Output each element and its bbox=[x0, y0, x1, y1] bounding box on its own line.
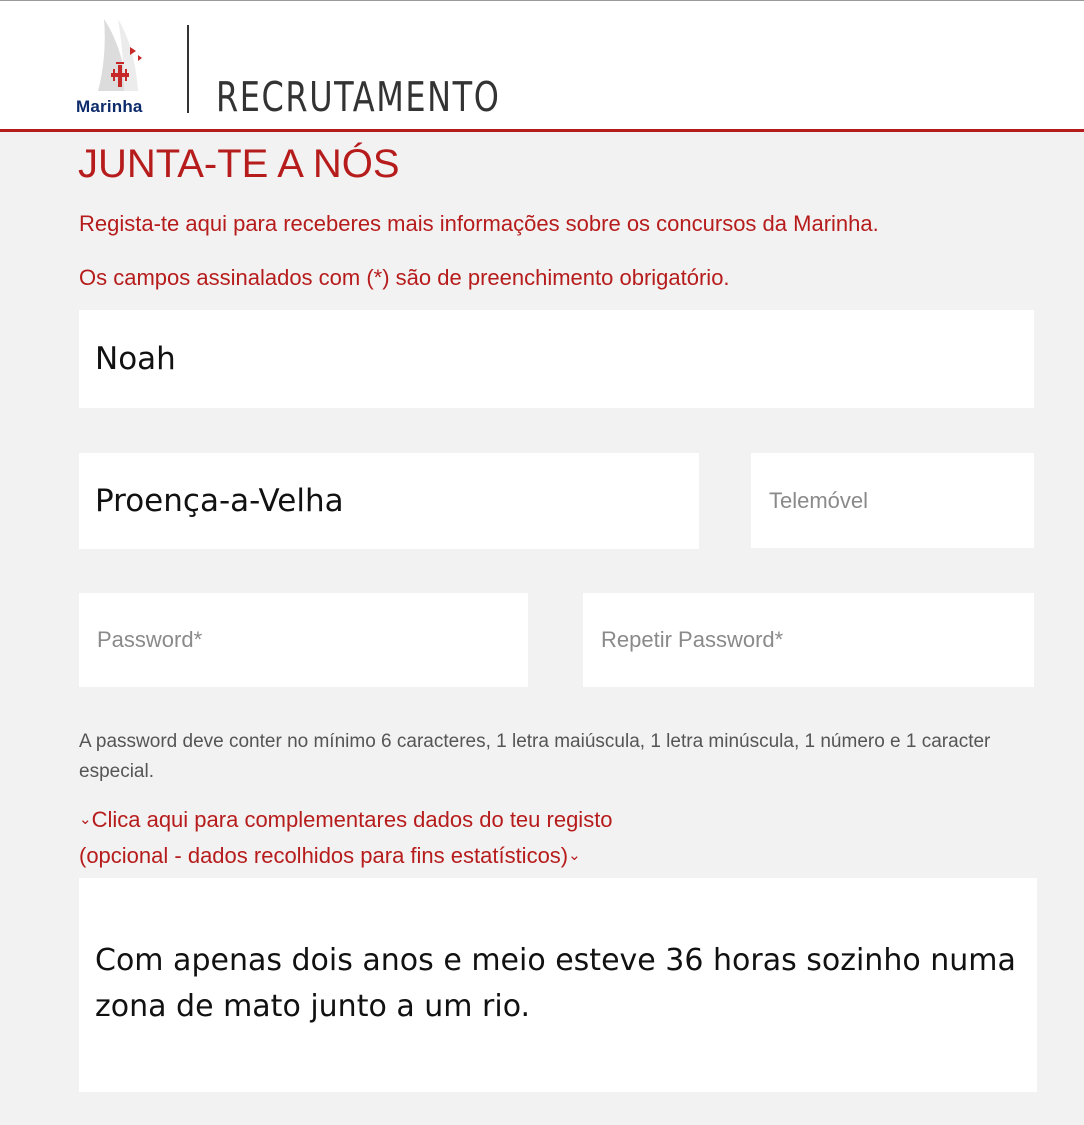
intro-text: Regista-te aqui para receberes mais informações sobre os concursos da Marinha. bbox=[79, 211, 879, 236]
required-fields-note: Os campos assinalados com (*) são de preenchimento obrigatório. bbox=[79, 265, 730, 290]
password-requirements-hint: A password deve conter no mínimo 6 caracteres, 1 letra maiúscula, 1 letra minúscula, 1 número e 1 caracter especial. bbox=[79, 731, 991, 782]
sail-logo-icon bbox=[94, 17, 150, 97]
logo-text: Marinha bbox=[76, 97, 143, 116]
page-title: JUNTA-TE A NÓS bbox=[78, 142, 400, 186]
message-textarea[interactable] bbox=[79, 878, 1037, 1092]
repeat-password-field-placeholder: Repetir Password* bbox=[601, 627, 784, 652]
optional-toggle-text-2: (opcional - dados recolhidos para fins estatísticos) bbox=[79, 843, 569, 868]
optional-toggle-text-1: Clica aqui para complementares dados do teu registo bbox=[91, 807, 613, 832]
name-field-value: Noah bbox=[95, 341, 176, 377]
phone-field[interactable] bbox=[751, 453, 1034, 548]
location-field[interactable] bbox=[79, 453, 699, 549]
location-field-value: Proença-a-Velha bbox=[95, 483, 344, 519]
optional-data-toggle[interactable] bbox=[79, 802, 1019, 874]
message-textarea-value: Com apenas dois anos e meio esteve 36 horas sozinho numa zona de mato junto a um rio. bbox=[95, 943, 1016, 1024]
optional-toggle-line-2 bbox=[79, 838, 1019, 874]
chevron-down-icon: ⌄ bbox=[79, 811, 92, 828]
name-field[interactable] bbox=[79, 310, 1034, 408]
site-header bbox=[0, 0, 1084, 129]
header-accent-rule bbox=[0, 129, 1084, 132]
password-field[interactable] bbox=[79, 593, 528, 687]
marinha-logo[interactable] bbox=[76, 17, 168, 117]
password-field-placeholder: Password* bbox=[97, 627, 203, 652]
optional-toggle-line-1 bbox=[79, 802, 1019, 838]
phone-field-placeholder: Telemóvel bbox=[769, 487, 869, 513]
chevron-down-icon: ⌄ bbox=[568, 847, 581, 864]
repeat-password-field[interactable] bbox=[583, 593, 1034, 687]
site-title: RECRUTAMENTO bbox=[216, 73, 501, 121]
header-divider bbox=[187, 25, 189, 113]
